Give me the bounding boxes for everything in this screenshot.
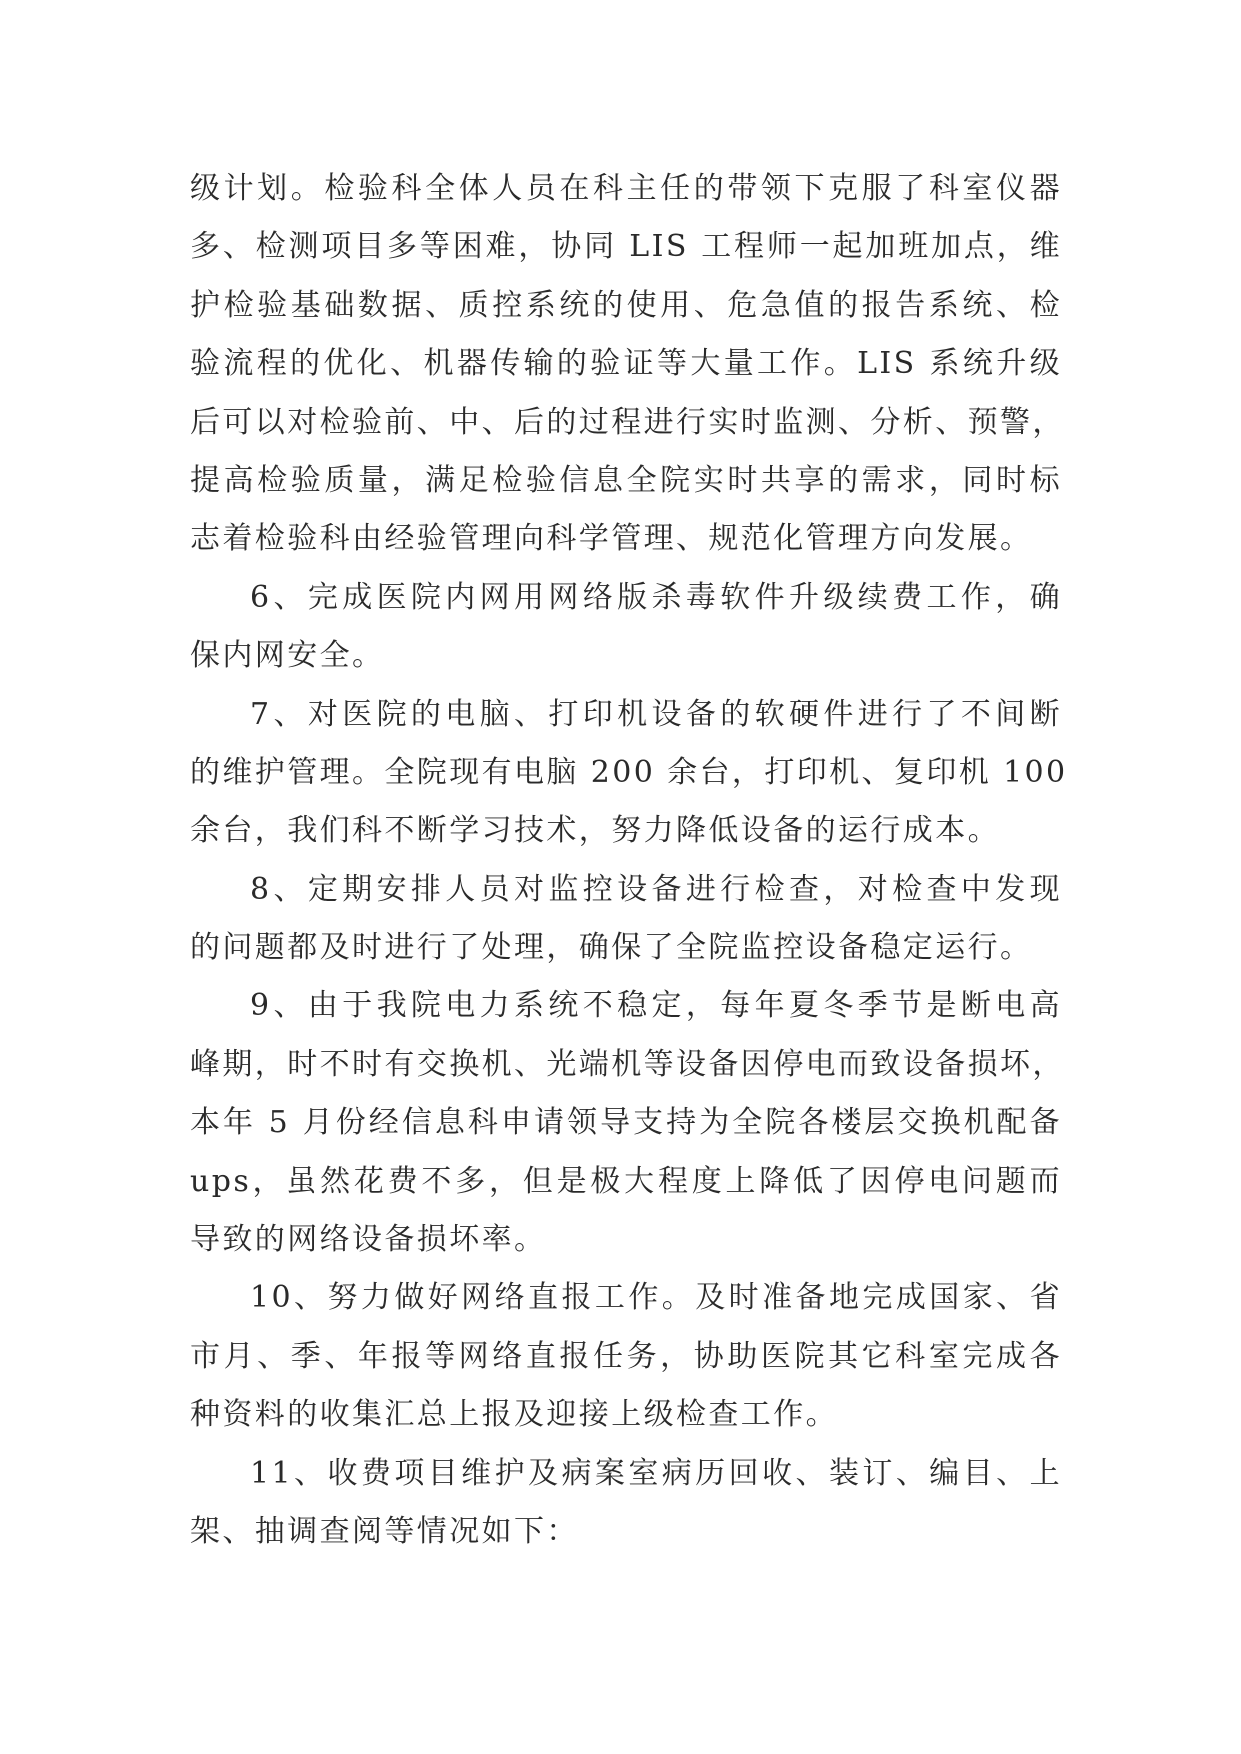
- text-line: 8、定期安排人员对监控设备进行检查，对检查中发现: [250, 871, 1062, 907]
- paragraph-lis-upgrade: [190, 160, 1065, 569]
- text-line: 本年 5 月份经信息科申请领导支持为全院各楼层交换机配备: [190, 1105, 1062, 1141]
- paragraph-item-9: [190, 977, 1065, 1269]
- text-line: ups，虽然花费不多，但是极大程度上降低了因停电问题而: [190, 1163, 1062, 1199]
- paragraph-item-8: [190, 861, 1062, 978]
- paragraph-item-6: [190, 569, 1062, 686]
- text-line: 的维护管理。全院现有电脑 200 余台，打印机、复印机 100: [190, 754, 1068, 790]
- text-line: 9、由于我院电力系统不稳定，每年夏冬季节是断电高: [250, 988, 1062, 1024]
- text-line: 峰期，时不时有交换机、光端机等设备因停电而致设备损坏，: [190, 1046, 1065, 1082]
- text-line: 级计划。检验科全体人员在科主任的带领下克服了科室仪器: [190, 171, 1062, 206]
- paragraph-item-11: [190, 1445, 1062, 1562]
- text-line: 6、完成医院内网用网络版杀毒软件升级续费工作，确: [250, 579, 1062, 615]
- text-line: 10、努力做好网络直报工作。及时准备地完成国家、省: [250, 1280, 1062, 1316]
- text-line: 提高检验质量，满足检验信息全院实时共享的需求，同时标: [190, 462, 1062, 498]
- text-line: 7、对医院的电脑、打印机设备的软硬件进行了不间断: [250, 696, 1062, 732]
- text-line: 保内网安全。: [190, 638, 385, 674]
- document-body: [190, 160, 1068, 1561]
- text-line: 志着检验科由经验管理向科学管理、规范化管理方向发展。: [190, 521, 1033, 557]
- paragraph-item-7: [190, 686, 1068, 861]
- text-line: 种资料的收集汇总上报及迎接上级检查工作。: [190, 1397, 838, 1433]
- text-line: 导致的网络设备损坏率。: [190, 1222, 547, 1258]
- text-line: 护检验基础数据、质控系统的使用、危急值的报告系统、检: [190, 287, 1062, 323]
- text-line: 市月、季、年报等网络直报任务，协助医院其它科室完成各: [190, 1338, 1062, 1374]
- text-line: 余台，我们科不断学习技术，努力降低设备的运行成本。: [190, 813, 1000, 849]
- text-line: 多、检测项目多等困难，协同 LIS 工程师一起加班加点，维: [190, 229, 1062, 265]
- text-line: 验流程的优化、机器传输的验证等大量工作。LIS 系统升级: [190, 346, 1062, 382]
- text-line: 架、抽调查阅等情况如下：: [190, 1513, 579, 1549]
- text-line: 11、收费项目维护及病案室病历回收、装订、编目、上: [250, 1455, 1062, 1491]
- text-line: 的问题都及时进行了处理，确保了全院监控设备稳定运行。: [190, 930, 1033, 966]
- text-line: 后可以对检验前、中、后的过程进行实时监测、分析、预警，: [190, 404, 1065, 440]
- paragraph-item-10: [190, 1269, 1062, 1444]
